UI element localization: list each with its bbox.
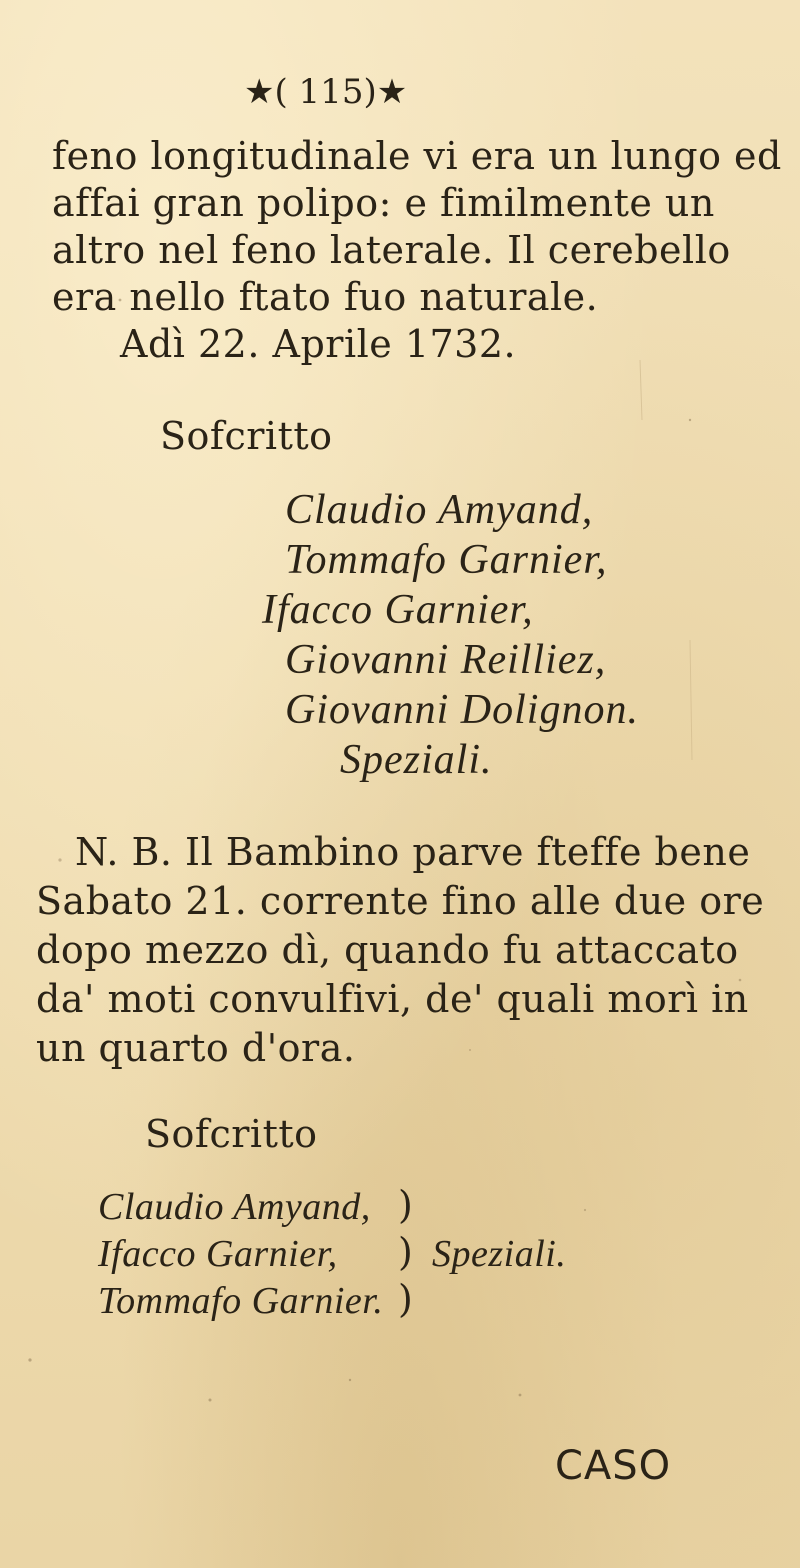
brace-mark: ): [398, 1230, 413, 1274]
signatory-name: Tommafo Garnier.: [98, 1280, 384, 1322]
signatory-name: Claudio Amyand,: [285, 487, 594, 533]
signatory-name: Ifacco Garnier,: [262, 587, 534, 633]
text-line: feno longitudinale vi era un lungo ed: [52, 134, 782, 178]
text-line: era nello ftato fuo naturale.: [52, 275, 599, 319]
signed-label: Sofcritto: [160, 414, 333, 458]
brace-mark: ): [398, 1183, 413, 1227]
signatory-name: Ifacco Garnier,: [98, 1233, 338, 1275]
text-line: da' moti convulfivi, de' quali morì in: [36, 977, 749, 1021]
signatory-name: Giovanni Dolignon.: [285, 687, 639, 733]
speziali-label: Speziali.: [340, 737, 493, 783]
text-line: Sabato 21. corrente fino alle due ore: [36, 879, 765, 923]
speziali-label: Speziali.: [432, 1233, 567, 1275]
catchword: CASO: [555, 1443, 672, 1489]
brace-mark: ): [398, 1277, 413, 1321]
text-line: un quarto d'ora.: [36, 1026, 356, 1070]
text-line: N. B. Il Bambino parve fteffe bene: [75, 830, 751, 874]
page-header: ★( 115)★: [244, 72, 408, 112]
date-line: Adì 22. Aprile 1732.: [120, 322, 517, 366]
text-line: affai gran polipo: e fimilmente un: [52, 181, 715, 225]
signatory-name: Giovanni Reilliez,: [285, 637, 607, 683]
text-line: altro nel feno laterale. Il cerebello: [52, 228, 731, 272]
text-line: dopo mezzo dì, quando fu attaccato: [36, 928, 739, 972]
signed-label: Sofcritto: [145, 1112, 318, 1156]
signatory-name: Claudio Amyand,: [98, 1186, 371, 1228]
signatory-name: Tommafo Garnier,: [285, 537, 608, 583]
